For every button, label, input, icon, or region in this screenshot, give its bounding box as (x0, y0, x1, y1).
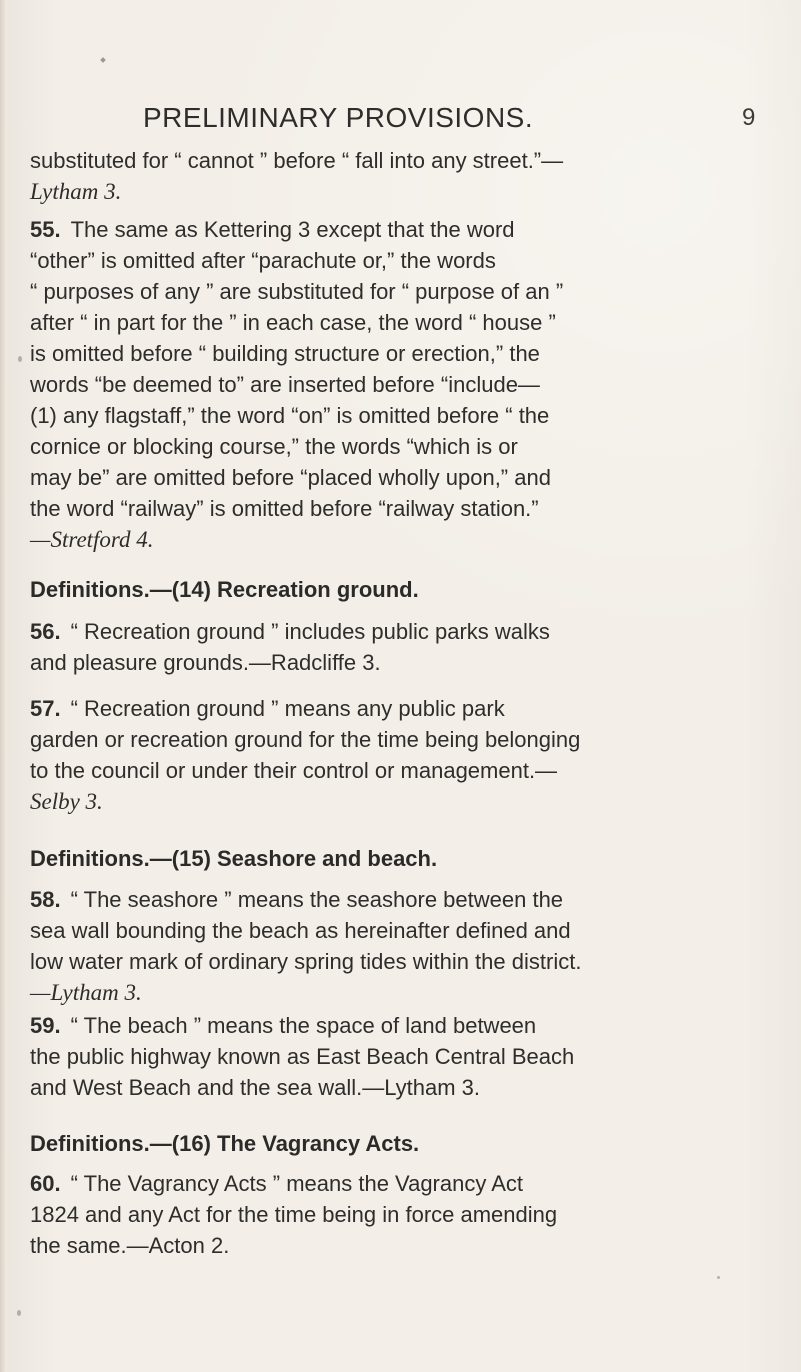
text-line: to the council or under their control or management.— (30, 758, 558, 783)
text-line: and West Beach and the sea wall.—Lytham 3. (30, 1075, 481, 1100)
page-number: 9 (742, 104, 756, 131)
text-line: and pleasure grounds.—Radcliffe 3. (30, 650, 381, 675)
text-line: 56. “ Recreation ground ” includes public parks walks (30, 619, 550, 644)
paragraph-number: 60. (30, 1171, 61, 1196)
section-heading-vagrancy: Definitions.—(16) The Vagrancy Acts. (30, 1131, 420, 1156)
text-line: Selby 3. (30, 789, 103, 814)
paper-speck (18, 356, 22, 362)
text-line: may be” are omitted before “placed wholly upon,” and (30, 465, 551, 490)
paper-speck (717, 1276, 720, 1279)
paper-speck (17, 1310, 21, 1316)
text-line: 55. The same as Kettering 3 except that the word (30, 217, 515, 242)
text-line: cornice or blocking course,” the words “which is or (30, 434, 518, 459)
text-line: —Stretford 4. (30, 527, 154, 552)
text-line: words “be deemed to” are inserted before “include— (30, 372, 540, 397)
text-line: —Lytham 3. (30, 980, 142, 1005)
paragraph-59 (30, 1010, 750, 1103)
paragraph-58 (30, 884, 750, 1008)
text-line: sea wall bounding the beach as hereinafter defined and (30, 918, 571, 943)
text-line: (1) any flagstaff,” the word “on” is omitted before “ the (30, 403, 550, 428)
text-line: 59. “ The beach ” means the space of land between (30, 1013, 537, 1038)
ink-speck (100, 57, 106, 63)
paragraph-number: 55. (30, 217, 61, 242)
paragraph-60 (30, 1168, 750, 1261)
text-line: 57. “ Recreation ground ” means any public park (30, 696, 505, 721)
text-line: is omitted before “ building structure or erection,” the (30, 341, 540, 366)
running-header: PRELIMINARY PROVISIONS. (143, 102, 534, 133)
paragraph-number: 59. (30, 1013, 61, 1038)
text-line: low water mark of ordinary spring tides within the district. (30, 949, 582, 974)
paragraph-number: 58. (30, 887, 61, 912)
paragraph-56 (30, 616, 750, 678)
text-line: after “ in part for the ” in each case, the word “ house ” (30, 310, 556, 335)
text-line: 60. “ The Vagrancy Acts ” means the Vagrancy Act (30, 1171, 524, 1196)
paragraph-55 (30, 214, 750, 555)
text-line: the word “railway” is omitted before “railway station.” (30, 496, 539, 521)
text-line: substituted for “ cannot ” before “ fall into any street.”— (30, 148, 564, 173)
text-line: garden or recreation ground for the time being belonging (30, 727, 581, 752)
text-line: Lytham 3. (30, 179, 122, 204)
text-line: the same.—Acton 2. (30, 1233, 230, 1258)
paragraph-intro (30, 145, 750, 207)
text-line: “other” is omitted after “parachute or,” the words (30, 248, 496, 273)
text-line: 1824 and any Act for the time being in force amending (30, 1202, 558, 1227)
text-line: 58. “ The seashore ” means the seashore between the (30, 887, 564, 912)
text-line: “ purposes of any ” are substituted for “ purpose of an ” (30, 279, 564, 304)
section-heading-seashore: Definitions.—(15) Seashore and beach. (30, 846, 438, 871)
page-edge-shadow (0, 0, 7, 1372)
section-heading-recreation: Definitions.—(14) Recreation ground. (30, 577, 419, 602)
paragraph-number: 57. (30, 696, 61, 721)
paragraph-57 (30, 693, 750, 817)
text-line: the public highway known as East Beach Central Beach (30, 1044, 575, 1069)
paragraph-number: 56. (30, 619, 61, 644)
